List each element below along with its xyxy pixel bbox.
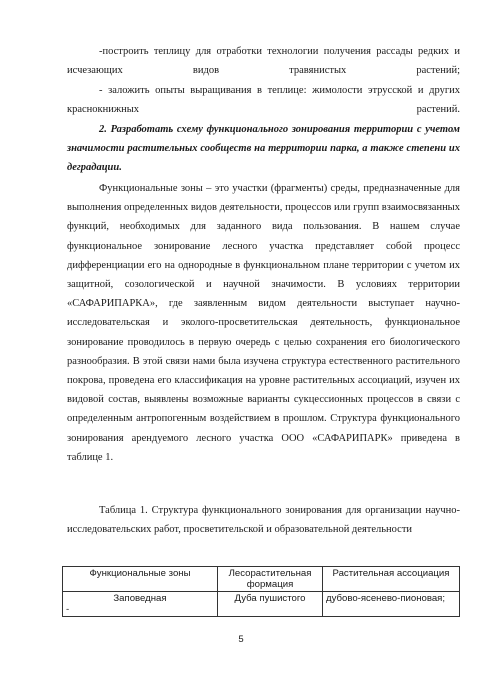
body-paragraph: Функциональные зоны – это участки (фрагменты) среды, предназначенные для выполнения определенных видов деятельности, процессов или групп взаимосвязанных функций, необходимых для заданного вида пользования. В нашем случае функциональное зонирование лесного участка представляет собой процесс дифференциации его на однородные в функциональном плане территории с учетом их защитной, созологической и научной значимости. В условиях территории «САФАРИПАРКА», где заявленным видом деятельности выступает научно-исследовательская и эколого-просветительская деятельность, функциональное зонирование проводилось в первую очередь с целью сохранения его биологического разнообразия. В этой связи нами была изучена структура естественного растительного покрова, проведена его классификация на уровне растительных ассоциаций, изучен их видовой состав, выявлены возможные варианты сукцессионных процессов в связи с определенным антропогенным воздействием в прошлом. Структура функционального зонирования арендуемого лесного участка ООО «САФАРИПАРК» приведена в таблице 1.	[67, 183, 460, 463]
header-formation: Лесорастительная формация	[218, 567, 323, 592]
zone-name: Заповедная	[113, 593, 167, 604]
bullet-greenhouse: -построить теплицу для отработки технологии получения рассады редких и исчезающих видов травянистых растений;	[67, 46, 460, 77]
zone-mark: -	[66, 604, 70, 615]
header-zones: Функциональные зоны	[63, 567, 218, 592]
header-association: Растительная ассоциация	[323, 567, 460, 592]
table-caption: Таблица 1. Структура функционального зонирования для организации научно-исследовательских работ, просветительской и образовательной деятельности	[67, 505, 460, 536]
page-number: 5	[238, 634, 244, 645]
cell-formation: Дуба пушистого	[218, 592, 323, 617]
cell-zone	[63, 592, 218, 617]
table-row	[63, 592, 460, 617]
zoning-table	[62, 566, 460, 617]
cell-association: дубово-ясенево-пионовая;	[323, 592, 460, 617]
bullet-experiments: - заложить опыты выращивания в теплице: жимолости этрусской и других краснокнижных растений.	[67, 85, 460, 116]
table-header-row	[63, 567, 460, 592]
section-heading: 2. Разработать схему функционального зонирования территории с учетом значимости растительных сообществ на территории парка, а также степени их деградации.	[67, 124, 460, 174]
